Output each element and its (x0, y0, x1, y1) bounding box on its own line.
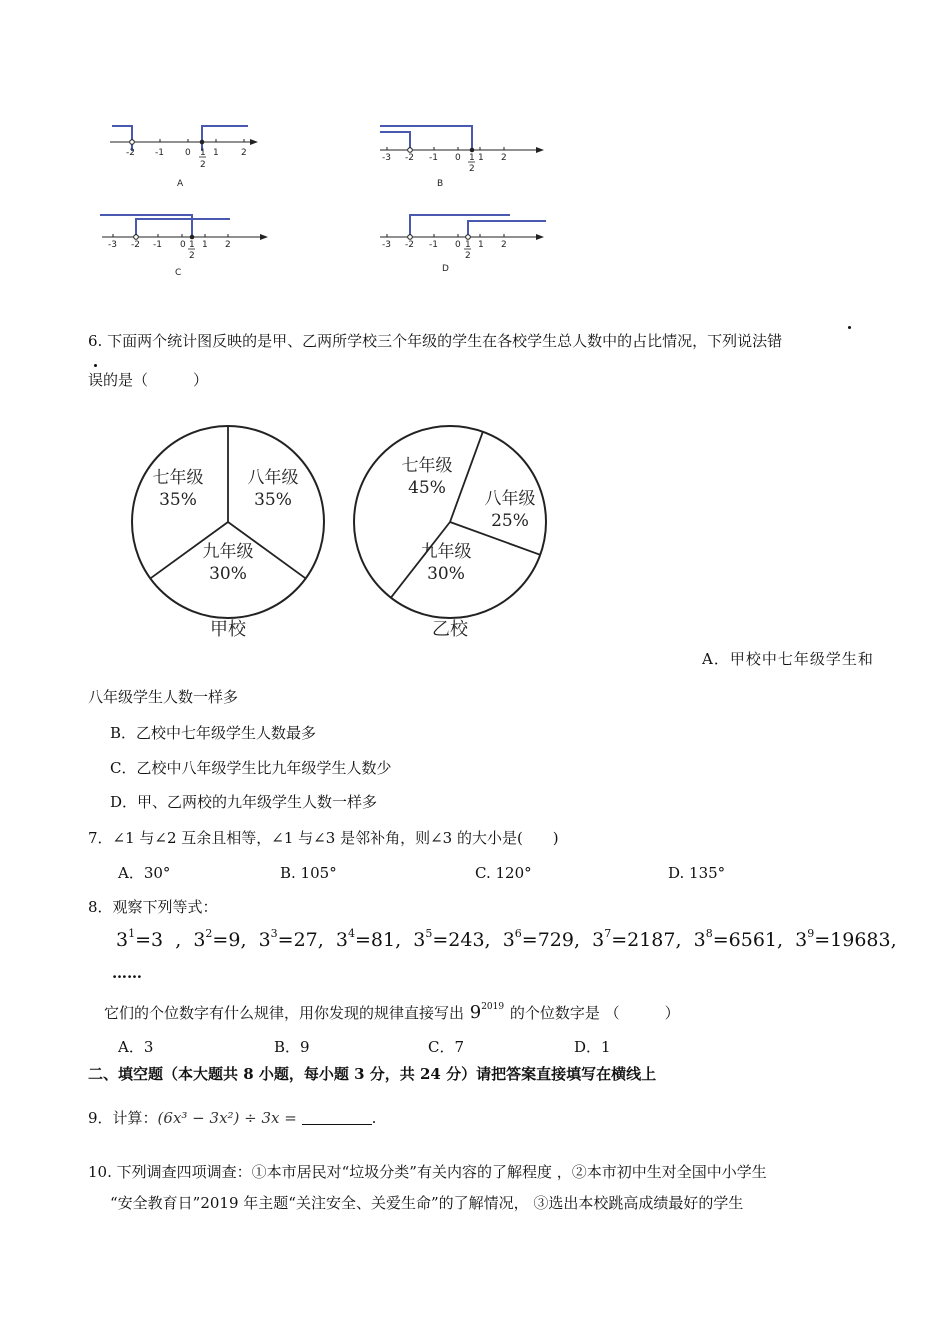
pie-charts (120, 405, 560, 650)
q7-option-c[interactable]: C. 120° (475, 864, 532, 882)
q8-option-a[interactable]: A．3 (118, 1038, 154, 1056)
power-item: $3^8=6561$ (693, 927, 777, 951)
emphasis-dot (94, 364, 97, 367)
q8-question: 它们的个位数字有什么规律，用你发现的规律直接写出 $9^{2019}$ 的个位数字是 （ ） (104, 1002, 680, 1023)
power-item: $3^7=2187$ (592, 927, 676, 951)
ellipsis: …… (112, 964, 142, 982)
tick-label: 2 (241, 148, 247, 158)
tick-label: -2 (126, 148, 135, 158)
tick-label: 1 (202, 240, 208, 250)
q8-option-d[interactable]: D．1 (574, 1038, 611, 1056)
number-line-D (372, 205, 552, 280)
q8-stem: 8．观察下列等式： (88, 898, 218, 916)
pie-chart-jia (132, 426, 324, 640)
tick-label: 2 (501, 240, 507, 250)
tick-label: 2 (225, 240, 231, 250)
tick-label: -3 (382, 240, 391, 250)
tick-label: 0 (455, 240, 461, 250)
pie-title: 乙校 (432, 619, 468, 640)
q8-option-b[interactable]: B．9 (274, 1038, 310, 1056)
tick-label: 1 (213, 148, 219, 158)
tick-label: -2 (131, 240, 140, 250)
power-item: $3^9=19683$ (795, 927, 891, 951)
power-item: $3^6=729$ (502, 927, 574, 951)
q9-expression: (6x³ − 3x²) ÷ 3x = (157, 1109, 297, 1127)
tick-label: 2 (501, 153, 507, 163)
pie-label: 九年级 (202, 542, 254, 562)
option-label: B (437, 179, 444, 189)
q7-option-d[interactable]: D. 135° (668, 864, 726, 882)
pie-value-label: 25% (491, 511, 529, 531)
frac-den: 2 (189, 251, 195, 261)
pie-value-label: 30% (209, 564, 247, 584)
option-label: D (442, 264, 449, 274)
tick-label: -3 (382, 153, 391, 163)
tick-label: -1 (429, 240, 438, 250)
q7-option-a[interactable]: A．30° (118, 864, 171, 882)
frac-den: 2 (469, 164, 475, 174)
power-item: $3^1=3$ (116, 927, 164, 951)
answer-blank[interactable] (302, 1110, 372, 1125)
frac-num: 1 (469, 153, 475, 163)
q8-option-c[interactable]: C．7 (428, 1038, 465, 1056)
q6-option-a-line1[interactable]: A．甲校中七年级学生和 (702, 650, 874, 668)
q7-stem: 7．∠1 与∠2 互余且相等，∠1 与∠3 是邻补角，则∠3 的大小是( ) (88, 829, 559, 847)
tick-label: -2 (405, 153, 414, 163)
q6-option-a-line2: 八年级学生人数一样多 (88, 688, 239, 706)
frac-num: 1 (189, 240, 195, 250)
pie-label: 七年级 (401, 456, 453, 476)
tick-label: 1 (478, 240, 484, 250)
frac-num: 1 (200, 148, 206, 158)
q10-line1: 10. 下列调查四项调查：①本市居民对“垃圾分类”有关内容的了解程度 ，②本市初中生对全国中小学生 (88, 1163, 767, 1181)
power-item: $3^4=81$ (335, 927, 396, 951)
frac-den: 2 (200, 160, 206, 170)
number-line-C (96, 205, 276, 280)
tick-label: 0 (185, 148, 191, 158)
emphasis-dot (848, 326, 851, 329)
tick-label: -1 (153, 240, 162, 250)
option-label: C (175, 268, 182, 278)
power-item: $3^3=27$ (258, 927, 318, 951)
pie-chart-yi (354, 426, 546, 640)
pie-label: 八年级 (484, 489, 536, 509)
q9: 9．计算：(6x³ − 3x²) ÷ 3x = . (88, 1109, 377, 1127)
q6-option-c[interactable]: C．乙校中八年级学生比九年级学生人数少 (110, 759, 392, 777)
number-line-B (372, 118, 552, 193)
frac-num: 1 (465, 240, 471, 250)
pie-label: 八年级 (247, 468, 299, 488)
q10-line2: “安全教育日”2019 年主题“关注安全、关爱生命”的了解情况， ③选出本校跳高成绩最好的学生 (110, 1194, 744, 1212)
pie-value-label: 35% (254, 490, 292, 510)
frac-den: 2 (465, 251, 471, 261)
power-sequence: $3^1=3$ , $3^2=9$, $3^3=27$, $3^4=81$, $3^5=243$, $3^6=729$, $3^7=2187$, $3^8=6561$, $3^9=19683$, (116, 927, 897, 951)
pie-title: 甲校 (210, 619, 246, 640)
tick-label: -1 (155, 148, 164, 158)
power-item: $3^5=243$ (413, 927, 485, 951)
q6-option-b[interactable]: B．乙校中七年级学生人数最多 (110, 724, 317, 742)
tick-label: 0 (180, 240, 186, 250)
tick-label: -2 (405, 240, 414, 250)
pie-value-label: 30% (427, 564, 465, 584)
tick-label: 0 (455, 153, 461, 163)
tick-label: -1 (429, 153, 438, 163)
section-heading: 二、填空题（本大题共 8 小题，每小题 3 分，共 24 分）请把答案直接填写在横线上 (88, 1065, 657, 1083)
q6-stem-line1: 6. 下面两个统计图反映的是甲、乙两所学校三个年级的学生在各校学生总人数中的占比情况，下列说法错 (88, 332, 783, 350)
number-line-A (100, 118, 270, 193)
power-item: $3^2=9$ (193, 927, 241, 951)
q6-option-d[interactable]: D．甲、乙两校的九年级学生人数一样多 (110, 793, 378, 811)
pie-value-label: 35% (159, 490, 197, 510)
pie-label: 七年级 (152, 468, 204, 488)
option-label: A (177, 179, 184, 189)
pie-value-label: 45% (408, 478, 446, 498)
tick-label: -3 (108, 240, 117, 250)
q7-option-b[interactable]: B. 105° (280, 864, 337, 882)
tick-label: 1 (478, 153, 484, 163)
pie-label: 九年级 (420, 542, 472, 562)
q6-stem-line2: 误的是（ ） (88, 371, 209, 389)
